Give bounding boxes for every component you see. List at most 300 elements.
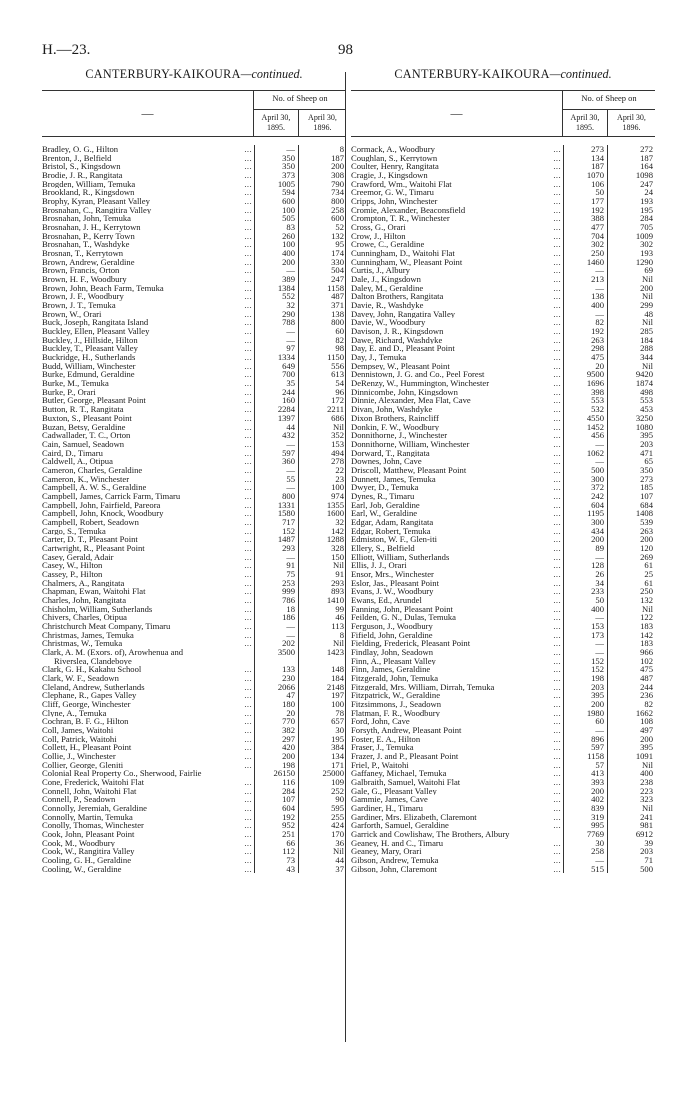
table-row: [42, 804, 346, 813]
leader-dots: ...: [244, 509, 252, 518]
sheep-1896-cell: 328: [298, 544, 346, 553]
sheep-1895-cell: 253: [254, 579, 298, 588]
owner-name: Burke, Edmund, Geraldine: [42, 370, 135, 380]
leader-dots: ...: [553, 153, 561, 163]
leader-dots: ...: [553, 309, 561, 319]
table-row: [351, 310, 655, 319]
owner-name: Fielding, Frederick, Pleasant Point: [351, 639, 471, 648]
sheep-1895-cell: 20: [254, 709, 298, 718]
owner-name: Frazer, J. and P., Pleasant Point: [351, 752, 459, 761]
table-row: [351, 414, 655, 423]
table-row: [351, 726, 655, 735]
table-row: [42, 683, 346, 692]
owner-name: Butler, George, Pleasant Point: [42, 396, 146, 406]
sheep-1895-cell: 73: [254, 856, 298, 865]
sheep-1895-cell: 260: [254, 232, 298, 241]
leader-dots: ...: [553, 795, 561, 805]
sheep-1896-cell: 95: [298, 240, 346, 249]
sheep-1896-cell: 395: [607, 431, 655, 440]
table-row: [351, 804, 655, 813]
owner-name: Feilden, G. N., Dulas, Temuka: [351, 613, 456, 622]
owner-name: Downes, John, Cave: [351, 457, 422, 466]
sheep-1895-cell: 30: [563, 839, 607, 848]
leader-dots: ...: [244, 327, 252, 336]
sheep-1896-cell: 424: [298, 821, 346, 830]
sheep-1896-cell: 24: [607, 188, 655, 197]
leader-dots: ...: [244, 743, 252, 753]
table-row: [351, 301, 655, 310]
owner-name: Fitzpatrick, W., Geraldine: [351, 691, 441, 700]
leader-dots: ...: [244, 179, 252, 189]
sheep-1896-cell: 172: [298, 396, 346, 405]
sheep-1896-cell: 71: [607, 856, 655, 865]
owner-name: Campbell, James, Carrick Farm, Timaru: [42, 491, 181, 501]
owner-name: Campbell, A. W. S., Geraldine: [42, 483, 147, 492]
sheep-1896-cell: 113: [298, 622, 346, 631]
leader-dots: ...: [244, 422, 252, 432]
sheep-1896-cell: 278: [298, 457, 346, 466]
leader-dots: ...: [244, 162, 252, 172]
table-row: [351, 865, 655, 874]
table-row: [42, 171, 346, 180]
owner-name: Dinnie, Alexander, Mea Flat, Cave: [351, 396, 471, 406]
table-row: [42, 596, 346, 605]
owner-name: Buzan, Betsy, Geraldine: [42, 422, 126, 432]
sheep-1896-cell: Nil: [607, 605, 655, 614]
owner-name: Carter, D. T., Pleasant Point: [42, 535, 138, 544]
table-row: [42, 223, 346, 232]
leader-dots: ...: [553, 223, 561, 232]
sheep-1896-cell: 193: [607, 197, 655, 206]
owner-name: Flatman, F. R., Woodbury: [351, 708, 440, 718]
leader-dots: ...: [553, 318, 561, 328]
leader-dots: ...: [553, 569, 561, 579]
leader-dots: ...: [244, 587, 252, 596]
table-row: [42, 336, 346, 345]
sheep-1896-cell: 371: [298, 301, 346, 310]
owner-name: Ford, John, Cave: [351, 717, 410, 727]
table-row: [42, 214, 346, 223]
owner-name: Davey, John, Rangatira Valley: [351, 309, 456, 319]
sheep-1895-cell: 263: [563, 336, 607, 345]
owner-name: Brosnahan, T., Washdyke: [42, 240, 130, 250]
sheep-1896-cell: 61: [607, 579, 655, 588]
table-row: [351, 145, 655, 154]
leader-dots: ...: [244, 257, 252, 267]
table-row: [42, 795, 346, 804]
table-row: [42, 344, 346, 353]
leader-dots: ...: [553, 327, 561, 336]
sheep-1895-cell: 290: [254, 310, 298, 319]
sheep-1896-cell: 981: [607, 821, 655, 830]
sheep-1895-cell: 107: [254, 795, 298, 804]
sheep-1895-cell: 160: [254, 396, 298, 405]
owner-name: Cook, John, Pleasant Point: [42, 830, 135, 839]
sheep-1896-cell: 657: [298, 717, 346, 726]
owner-name: Brenton, J., Belfield: [42, 153, 112, 163]
sheep-1895-cell: 395: [563, 691, 607, 700]
owner-name: Daley, M., Geraldine: [351, 283, 424, 293]
sheep-1896-cell: 142: [607, 631, 655, 640]
sheep-1896-cell: 330: [298, 258, 346, 267]
sheep-1895-cell: 786: [254, 596, 298, 605]
leader-dots: ...: [553, 257, 561, 267]
leader-dots: ...: [553, 171, 561, 180]
leader-dots: ...: [244, 309, 252, 319]
owner-name: Chisholm, William, Sutherlands: [42, 604, 153, 614]
owner-name: Burke, M., Temuka: [42, 379, 109, 388]
owner-name: Elliott, William, Sutherlands: [351, 552, 450, 562]
table-row: [42, 813, 346, 822]
owner-name: Gibson, Andrew, Temuka: [351, 856, 439, 865]
sheep-1895-cell: 180: [254, 700, 298, 709]
leader-dots: ...: [244, 778, 252, 787]
leader-dots: ...: [553, 231, 561, 241]
owner-name: Clephane, R., Gapes Valley: [42, 691, 137, 700]
sheep-1895-cell: 839: [563, 804, 607, 813]
owner-name: Forsyth, Andrew, Pleasant Point: [351, 726, 462, 735]
sheep-1895-cell: 34: [563, 579, 607, 588]
table-row: [42, 856, 346, 865]
sheep-1895-cell: 649: [254, 362, 298, 371]
leader-dots: ...: [553, 587, 561, 596]
owner-name: Campbell, John, Fairfield, Pareora: [42, 500, 161, 510]
table-row: [351, 518, 655, 527]
owner-name: Brosnahan, John, Temuka: [42, 214, 131, 224]
leader-dots: ...: [244, 205, 252, 215]
owner-name: Davison, J. R., Kingsdown: [351, 327, 444, 336]
owner-name: Brown, H. F., Woodbury: [42, 275, 127, 284]
sheep-1895-cell: —: [563, 266, 607, 275]
right-sheep-header: No. of Sheep on: [563, 91, 655, 110]
owner-name: Davie, R., Washdyke: [351, 301, 424, 310]
owner-name: Coll, Patrick, Waitohi: [42, 734, 117, 744]
leader-dots: ...: [553, 145, 561, 154]
sheep-1895-cell: 233: [563, 587, 607, 596]
table-row: [351, 752, 655, 761]
sheep-1896-cell: 8: [298, 145, 346, 154]
sheep-1895-cell: 284: [254, 787, 298, 796]
sheep-1895-cell: 1334: [254, 353, 298, 362]
table-row: [351, 535, 655, 544]
sheep-1895-cell: 50: [563, 188, 607, 197]
sheep-1895-cell: 106: [563, 180, 607, 189]
owner-name: Connolly, Martin, Temuka: [42, 812, 133, 822]
sheep-1895-cell: 505: [254, 214, 298, 223]
sheep-1896-cell: 171: [298, 761, 346, 770]
sheep-1896-cell: 48: [607, 310, 655, 319]
owner-name: Christchurch Meat Company, Timaru: [42, 621, 171, 631]
table-row: [42, 579, 346, 588]
owner-name: Clark, G. H., Kakahu School: [42, 665, 142, 674]
sheep-1895-cell: 1195: [563, 509, 607, 518]
sheep-1895-cell: 388: [563, 214, 607, 223]
table-row: [351, 449, 655, 458]
sheep-1896-cell: 284: [607, 214, 655, 223]
owner-name: Casey, W., Hilton: [42, 561, 103, 570]
owner-name: Fitzsimmons, J., Seadown: [351, 700, 441, 709]
sheep-1895-cell: 1696: [563, 379, 607, 388]
sheep-1895-cell: 594: [254, 188, 298, 197]
leader-dots: ...: [553, 778, 561, 787]
owner-name: Cromie, Alexander, Beaconsfield: [351, 205, 466, 215]
leader-dots: ...: [553, 656, 561, 666]
sheep-1895-cell: —: [563, 284, 607, 293]
owner-name: Dorward, T., Rangitata: [351, 448, 430, 458]
leader-dots: ...: [553, 188, 561, 198]
sheep-1896-cell: 200: [298, 162, 346, 171]
owner-name: Collett, H., Pleasant Point: [42, 743, 132, 753]
sheep-1895-cell: 434: [563, 527, 607, 536]
owner-name: Davie, W., Woodbury: [351, 318, 426, 328]
leader-dots: ...: [244, 361, 252, 371]
sheep-1896-cell: 54: [298, 379, 346, 388]
leader-dots: ...: [244, 223, 252, 232]
sheep-1895-cell: 1980: [563, 709, 607, 718]
sheep-1895-cell: —: [563, 726, 607, 735]
owner-name: Christmas, James, Temuka: [42, 630, 134, 640]
leader-dots: ...: [244, 275, 252, 284]
owner-name: Cochran, B. F. G., Hilton: [42, 717, 129, 727]
sheep-1896-cell: 395: [607, 743, 655, 752]
sheep-1896-cell: 98: [298, 344, 346, 353]
leader-dots: ...: [553, 639, 561, 648]
leader-dots: ...: [553, 379, 561, 388]
sheep-1895-cell: 319: [563, 813, 607, 822]
leader-dots: ...: [244, 301, 252, 310]
table-row: [351, 787, 655, 796]
sheep-1895-cell: 273: [563, 145, 607, 154]
table-row: [42, 700, 346, 709]
sheep-1895-cell: 1062: [563, 449, 607, 458]
sheep-1895-cell: —: [563, 553, 607, 562]
table-row: [351, 509, 655, 518]
sheep-1895-cell: 82: [563, 318, 607, 327]
sheep-1896-cell: 100: [298, 483, 346, 492]
owner-name: Dunnett, James, Temuka: [351, 474, 436, 484]
owner-name: Finn, A., Pleasant Valley: [351, 656, 436, 666]
sheep-1895-cell: 244: [254, 388, 298, 397]
owner-name: Dempsey, W., Pleasant Point: [351, 361, 450, 371]
owner-name: Edgar, Robert, Temuka: [351, 526, 431, 536]
table-row: [351, 492, 655, 501]
sheep-1896-cell: 183: [607, 622, 655, 631]
owner-name: Edmiston, W. F., Glen-iti: [351, 535, 437, 544]
owner-name: Cameron, Charles, Geraldine: [42, 465, 143, 475]
sheep-1896-cell: 138: [298, 310, 346, 319]
table-row: [351, 466, 655, 475]
owner-name: Clark, W. F., Seadown: [42, 673, 119, 683]
table-row: [42, 717, 346, 726]
table-row: [351, 847, 655, 856]
sheep-1896-cell: 1158: [298, 284, 346, 293]
table-row: [351, 622, 655, 631]
owner-name: Cook, W., Rangitira Valley: [42, 847, 135, 857]
owner-name: Day, E. and D., Pleasant Point: [351, 344, 455, 354]
owner-name: Connell, John, Waitohi Flat: [42, 786, 137, 796]
sheep-1895-cell: 192: [563, 206, 607, 215]
leader-dots: ...: [553, 457, 561, 466]
sheep-1896-cell: 255: [298, 813, 346, 822]
sheep-1896-cell: 183: [607, 639, 655, 648]
table-row: [42, 726, 346, 735]
table-row: [42, 206, 346, 215]
sheep-1896-cell: 595: [298, 804, 346, 813]
sheep-1896-cell: 60: [298, 327, 346, 336]
sheep-1896-cell: 323: [607, 795, 655, 804]
sheep-1895-cell: 89: [563, 544, 607, 553]
sheep-1896-cell: 102: [607, 657, 655, 666]
sheep-1896-cell: 258: [298, 206, 346, 215]
table-row: [42, 440, 346, 449]
leader-dots: ...: [244, 379, 252, 388]
sheep-1896-cell: 32: [298, 518, 346, 527]
sheep-1895-cell: 398: [563, 388, 607, 397]
leader-dots: ...: [244, 630, 252, 640]
table-row: [42, 414, 346, 423]
table-row: [42, 501, 346, 510]
leader-dots: ...: [244, 682, 252, 692]
sheep-1895-cell: 18: [254, 605, 298, 614]
owner-name: Day, J., Temuka: [351, 353, 407, 362]
owner-name: Gardiner, H., Timaru: [351, 804, 423, 813]
leader-dots: ...: [553, 301, 561, 310]
sheep-1896-cell: 2211: [298, 405, 346, 414]
sheep-1896-cell: 142: [298, 527, 346, 536]
leader-dots: ...: [244, 673, 252, 683]
owner-name: Creemor, G. W., Timaru: [351, 188, 434, 198]
sheep-1896-cell: 244: [607, 683, 655, 692]
sheep-1895-cell: 112: [254, 847, 298, 856]
sheep-1896-cell: 263: [607, 527, 655, 536]
sheep-1896-cell: 734: [298, 188, 346, 197]
owner-name: Caird, D., Timaru: [42, 448, 103, 458]
leader-dots: ...: [553, 613, 561, 622]
leader-dots: ...: [244, 665, 252, 674]
table-row: [42, 353, 346, 362]
leader-dots: ...: [553, 804, 561, 813]
owner-name: Gammie, James, Cave: [351, 795, 428, 805]
sheep-1896-cell: 556: [298, 362, 346, 371]
owner-name: Buckley, J., Hillside, Hilton: [42, 335, 138, 345]
leader-dots: ...: [244, 240, 252, 250]
sheep-1895-cell: 97: [254, 344, 298, 353]
sheep-1896-cell: 974: [298, 492, 346, 501]
table-row: [42, 475, 346, 484]
sheep-1895-cell: 350: [254, 154, 298, 163]
leader-dots: ...: [553, 812, 561, 822]
sheep-1896-cell: 30: [298, 726, 346, 735]
owner-name: Eslor, Jas., Pleasant Point: [351, 578, 439, 588]
leader-dots: ...: [244, 370, 252, 380]
leader-dots: ...: [553, 734, 561, 744]
owner-name: Curtis, J., Albury: [351, 266, 410, 276]
table-row: [351, 180, 655, 189]
sheep-1896-cell: 504: [298, 266, 346, 275]
sheep-1895-cell: 173: [563, 631, 607, 640]
leader-dots: ...: [553, 535, 561, 544]
owner-name: Finn, James, Geraldine: [351, 665, 431, 674]
sheep-1895-cell: 298: [563, 344, 607, 353]
sheep-1896-cell: 134: [298, 752, 346, 761]
sheep-1896-cell: 65: [607, 457, 655, 466]
table-row: [351, 683, 655, 692]
sheep-1895-cell: 203: [563, 683, 607, 692]
owner-name: Charles, John, Rangitata: [42, 595, 127, 605]
sheep-1896-cell: 200: [607, 284, 655, 293]
leader-dots: ...: [244, 569, 252, 579]
sheep-1896-cell: 195: [298, 735, 346, 744]
sheep-1896-cell: 487: [607, 674, 655, 683]
left-table-body: [42, 145, 346, 873]
sheep-1895-cell: 200: [563, 535, 607, 544]
table-row: [351, 431, 655, 440]
sheep-1895-cell: 250: [563, 249, 607, 258]
owner-name: Buckley, Ellen, Pleasant Valley: [42, 327, 150, 336]
sheep-1895-cell: 192: [254, 813, 298, 822]
page-header: [0, 42, 700, 62]
owner-name: Cone, Frederick, Waitohi Flat: [42, 778, 145, 787]
table-row: [351, 475, 655, 484]
owner-name: Crompton, T. R., Winchester: [351, 214, 450, 224]
left-table-header: [42, 90, 346, 137]
sheep-1896-cell: 203: [607, 440, 655, 449]
table-row: [351, 292, 655, 301]
sheep-1896-cell: 195: [607, 206, 655, 215]
sheep-1895-cell: 44: [254, 423, 298, 432]
table-row: [42, 492, 346, 501]
table-row: [351, 327, 655, 336]
table-row: [42, 232, 346, 241]
owner-name: Brown, John, Beach Farm, Temuka: [42, 283, 164, 293]
leader-dots: ...: [553, 552, 561, 562]
sheep-1895-cell: 788: [254, 318, 298, 327]
table-row: [42, 778, 346, 787]
table-row: [42, 830, 346, 839]
sheep-1896-cell: 273: [607, 475, 655, 484]
table-row: [42, 821, 346, 830]
owner-name: Budd, William, Winchester: [42, 361, 136, 371]
table-row: [42, 553, 346, 562]
table-row: [42, 284, 346, 293]
leader-dots: ...: [244, 266, 252, 276]
right-name-header: —: [351, 91, 563, 136]
owner-name: Clark, A. M. (Exors. of), Arowhenua and: [42, 647, 184, 657]
left-name-header: —: [42, 91, 254, 136]
owner-name: Cooling, W., Geraldine: [42, 864, 122, 874]
sheep-1896-cell: 790: [298, 180, 346, 189]
sheep-1896-cell: 107: [607, 492, 655, 501]
table-row: [351, 769, 655, 778]
sheep-1896-cell: 187: [298, 154, 346, 163]
owner-name: Fraser, J., Temuka: [351, 743, 414, 753]
owner-name: Colonial Real Property Co., Sherwood, Fairlie: [42, 769, 202, 779]
table-row: [42, 310, 346, 319]
owner-name: Brodie, J. R., Rangitata: [42, 171, 123, 180]
leader-dots: ...: [244, 717, 252, 727]
leader-dots: ...: [553, 292, 561, 302]
owner-name: Ellis, J. J., Orari: [351, 561, 407, 570]
leader-dots: ...: [244, 578, 252, 588]
table-row: [351, 657, 655, 666]
sheep-1895-cell: —: [254, 553, 298, 562]
owner-name: Driscoll, Matthew, Pleasant Point: [351, 465, 467, 475]
leader-dots: ...: [244, 353, 252, 362]
table-row: [42, 154, 346, 163]
sheep-1895-cell: —: [254, 145, 298, 154]
leader-dots: ...: [244, 561, 252, 570]
sheep-1896-cell: 800: [298, 197, 346, 206]
